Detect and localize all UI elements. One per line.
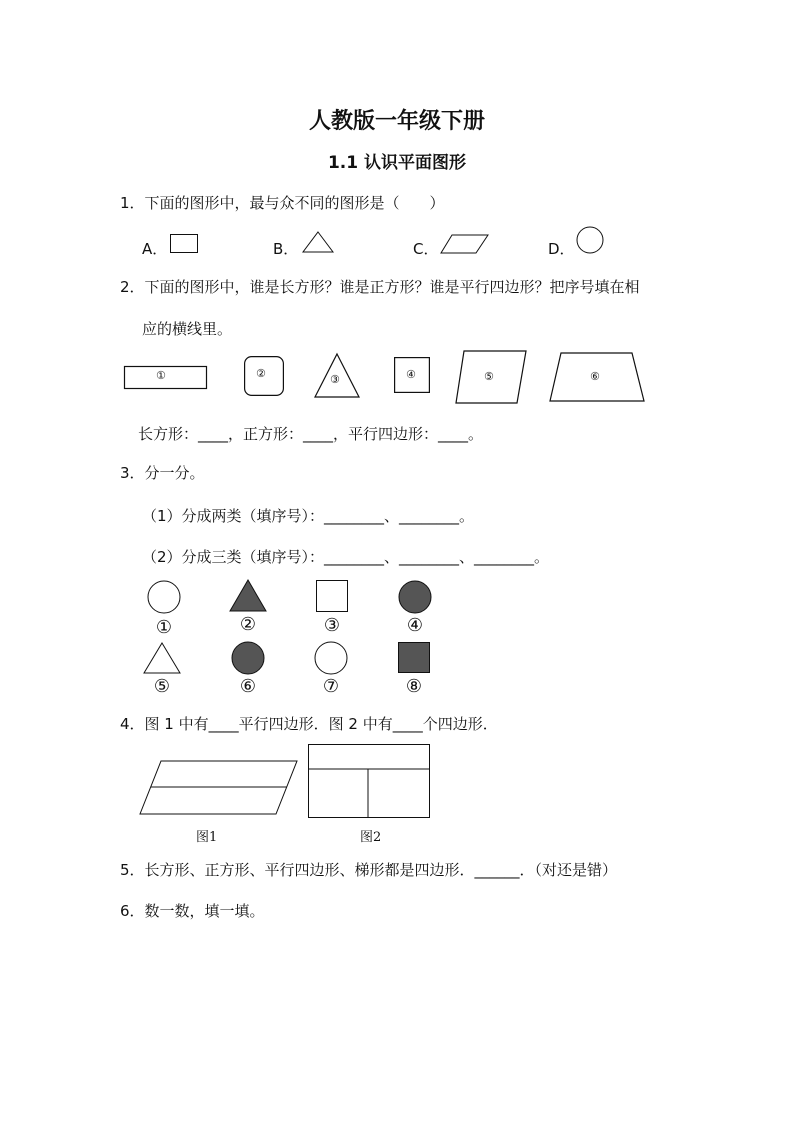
q1-rectangle-shape — [170, 234, 198, 254]
q3-shape-1-label: ① — [155, 617, 173, 638]
question-5-text: 5．长方形、正方形、平行四边形、梯形都是四边形．______．（对还是错） — [120, 861, 618, 879]
q2-shape-1-label: ① — [156, 369, 166, 382]
page-title: 人教版一年级下册 — [308, 109, 485, 134]
q1-triangle-shape — [302, 231, 334, 253]
q3-shape-5-triangle — [143, 642, 181, 674]
q3-shape-4-label: ④ — [406, 615, 424, 636]
q2-shape-5-label: ⑤ — [484, 370, 494, 383]
question-2-text: 2．下面的图形中，谁是长方形？谁是正方形？谁是平行四边形？把序号填在相 — [120, 278, 640, 296]
q3-shape-7-circle — [314, 641, 348, 675]
q2-answer-line: 长方形：____，正方形：____，平行四边形：____。 — [138, 425, 484, 443]
q3-sub-1: （1）分成两类（填序号）：________、________。 — [142, 507, 475, 525]
q1-parallelogram-shape — [440, 234, 490, 254]
q1-option-b-label: B． — [273, 240, 299, 258]
q3-shape-2-label: ② — [239, 614, 257, 635]
question-1-text: 1．下面的图形中，最与众不同的图形是（ ） — [120, 194, 445, 212]
q1-option-c-label: C． — [413, 240, 439, 258]
q4-figure-2 — [308, 744, 431, 819]
question-6-text: 6．数一数，填一填。 — [120, 902, 265, 920]
q2-shape-6-label: ⑥ — [590, 370, 600, 383]
q3-shape-6-circle-filled — [231, 641, 265, 675]
q4-figure-1 — [139, 760, 299, 815]
q3-shape-6-label: ⑥ — [239, 676, 257, 697]
q4-figure-2-caption: 图2 — [360, 830, 382, 845]
q2-shape-1-rectangle — [124, 366, 208, 390]
q1-circle-shape — [576, 226, 604, 254]
q3-shape-8-label: ⑧ — [405, 676, 423, 697]
q3-shape-3-square — [316, 580, 349, 613]
q3-shape-2-triangle-filled — [229, 579, 267, 612]
question-4-text: 4．图 1 中有____平行四边形．图 2 中有____个四边形． — [120, 715, 498, 733]
q1-option-a-label: A． — [142, 240, 168, 258]
q3-shape-7-label: ⑦ — [322, 676, 340, 697]
q3-shape-1-circle — [147, 580, 181, 614]
q3-shape-4-circle-filled — [398, 580, 432, 614]
q4-figure-1-caption: 图1 — [196, 830, 218, 845]
q2-shape-4-label: ④ — [406, 368, 416, 381]
q1-option-d-label: D． — [548, 240, 575, 258]
q3-shape-3-label: ③ — [323, 615, 341, 636]
question-2-text-cont: 应的横线里。 — [142, 320, 233, 338]
q2-shape-3-label: ③ — [330, 373, 340, 386]
page-subtitle: 1.1 认识平面图形 — [327, 153, 467, 173]
q2-shape-2-label: ② — [256, 367, 266, 380]
q3-sub-2: （2）分成三类（填序号）：________、________、________。 — [142, 548, 550, 566]
q3-shape-8-square-filled — [398, 642, 431, 674]
q3-shape-5-label: ⑤ — [153, 676, 171, 697]
question-3-text: 3．分一分。 — [120, 464, 205, 482]
